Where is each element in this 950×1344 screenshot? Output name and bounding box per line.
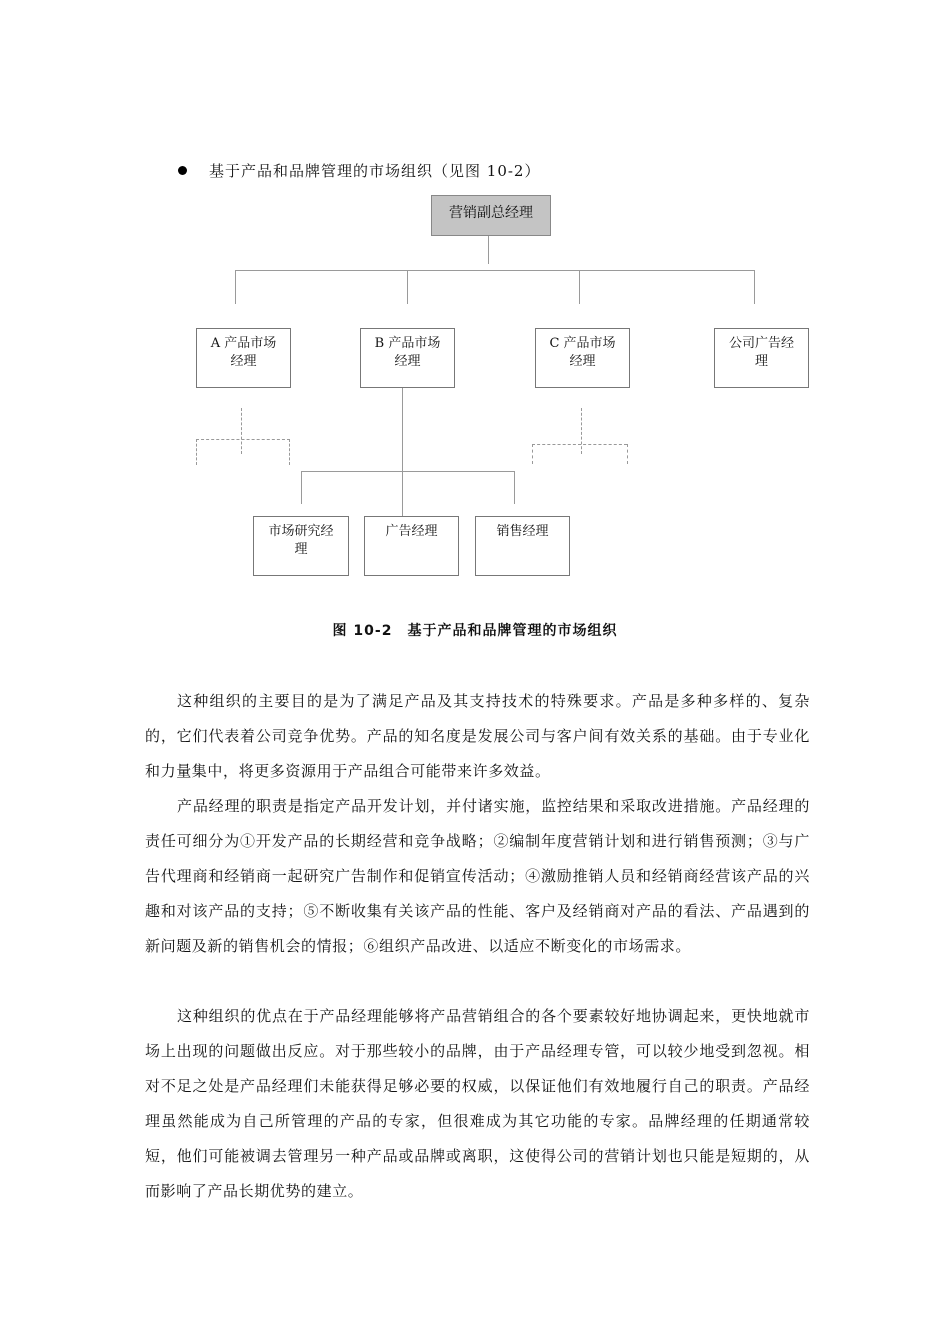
bullet-icon	[178, 166, 187, 175]
org-node-vp-marketing: 营销副总经理	[431, 195, 551, 236]
dashed-connector	[196, 439, 197, 465]
org-node-sales-manager: 销售经理	[475, 516, 570, 576]
connector	[235, 270, 236, 304]
org-node-product-b-manager	[360, 328, 455, 388]
connector	[514, 471, 515, 504]
connector	[402, 388, 403, 518]
org-node-product-a-manager	[196, 328, 291, 388]
org-node-label: 市场研究经理	[268, 524, 334, 557]
bullet-text: 基于产品和品牌管理的市场组织（见图 10-2）	[209, 162, 541, 180]
paragraph: 这种组织的主要目的是为了满足产品及其支持技术的特殊要求。产品是多种多样的、复杂的，它们代表着公司竞争优势。产品的知名度是发展公司与客户间有效关系的基础。由于专业化和力量集中，将更多资源用于产品组合可能带来许多效益。	[145, 692, 810, 780]
org-node-label: C 产品市场经理	[549, 336, 616, 369]
org-node-market-research-manager	[253, 516, 349, 576]
dashed-connector	[581, 408, 582, 454]
connector	[754, 270, 755, 304]
org-node-product-c-manager	[535, 328, 630, 388]
dashed-connector	[627, 444, 628, 464]
paragraph: 产品经理的职责是指定产品开发计划，并付诸实施，监控结果和采取改进措施。产品经理的责任可细分为①开发产品的长期经营和竞争战略；②编制年度营销计划和进行销售预测；③与广告代理商和经销商一起研究广告制作和促销宣传活动；④激励推销人员和经销商经营该产品的兴趣和对该产品的支持；⑤不断收集有关该产品的性能、客户及经销商对产品的看法、产品遇到的新问题及新的销售机会的情报；⑥组织产品改进、以适应不断变化的市场需求。	[145, 797, 810, 955]
connector	[579, 270, 580, 304]
connector	[235, 270, 755, 271]
org-node-ad-manager	[714, 328, 809, 388]
dashed-connector	[289, 439, 290, 465]
connector	[301, 471, 515, 472]
connector	[488, 236, 489, 264]
dashed-connector	[241, 408, 242, 454]
connector	[407, 270, 408, 304]
org-node-label: A 产品市场经理	[210, 336, 277, 369]
connector	[301, 471, 302, 504]
dashed-connector	[532, 444, 533, 464]
dashed-connector	[196, 439, 290, 440]
paragraph: 这种组织的优点在于产品经理能够将产品营销组合的各个要素较好地协调起来，更快地就市场上出现的问题做出反应。对于那些较小的品牌，由于产品经理专管，可以较少地受到忽视。相对不足之处是产品经理们未能获得足够必要的权威，以保证他们有效地履行自己的职责。产品经理虽然能成为自己所管理的产品的专家，但很难成为其它功能的专家。品牌经理的任期通常较短，他们可能被调去管理另一种产品或品牌或离职，这使得公司的营销计划也只能是短期的，从而影响了产品长期优势的建立。	[145, 1007, 810, 1200]
figure-caption: 图 10-2 基于产品和品牌管理的市场组织	[332, 623, 618, 639]
bullet-item	[178, 160, 540, 181]
dashed-connector	[532, 444, 627, 445]
org-node-label: 公司广告经理	[729, 336, 795, 369]
org-node-advertising-manager: 广告经理	[364, 516, 459, 576]
org-node-label: B 产品市场经理	[374, 336, 441, 369]
